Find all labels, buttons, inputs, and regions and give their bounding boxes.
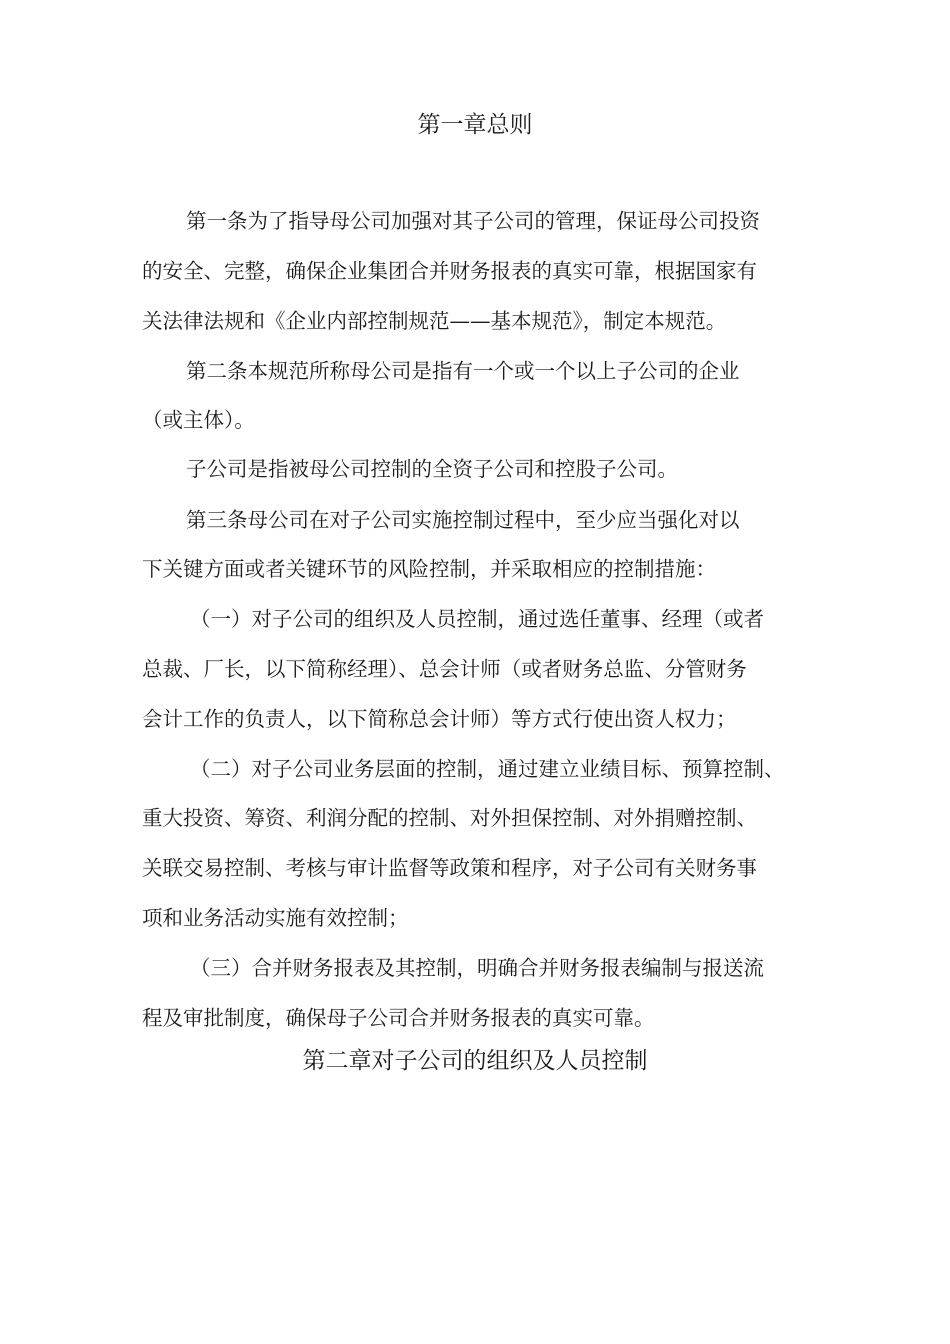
article-3-line-1: 第三条母公司在对子公司实施控制过程中，至少应当强化对以 [186, 508, 740, 532]
article-3-item-1-line-3: 会计工作的负责人，以下简称总会计师）等方式行使出资人权力； [142, 707, 737, 731]
article-3-item-1-line-2: 总裁、厂长，以下简称经理）、总会计师（或者财务总监、分管财务 [142, 657, 747, 681]
article-3-item-3-line-2: 程及审批制度，确保母子公司合并财务报表的真实可靠。 [142, 1006, 655, 1030]
chapter-1-title: 第一章总则 [417, 112, 533, 138]
article-1-line-2: 的安全、完整，确保企业集团合并财务报表的真实可靠，根据国家有 [142, 259, 757, 283]
article-3-item-1-line-1: （一）对子公司的组织及人员控制，通过选任董事、经理（或者 [190, 607, 764, 631]
article-2-subsidiary-definition: 子公司是指被母公司控制的全资子公司和控股子公司。 [186, 457, 678, 481]
article-1-line-1: 第一条为了指导母公司加强对其子公司的管理，保证母公司投资 [186, 209, 760, 233]
article-3-item-2-line-1: （二）对子公司业务层面的控制，通过建立业绩目标、预算控制、 [190, 757, 785, 781]
article-1-line-3: 关法律法规和《企业内部控制规范——基本规范》，制定本规范。 [142, 309, 727, 333]
article-3-line-2: 下关键方面或者关键环节的风险控制，并采取相应的控制措施： [142, 557, 716, 581]
chapter-2-title: 第二章对子公司的组织及人员控制 [302, 1048, 648, 1074]
article-3-item-2-line-2: 重大投资、筹资、利润分配的控制、对外担保控制、对外捐赠控制、 [142, 806, 757, 830]
article-3-item-2-line-3: 关联交易控制、考核与审计监督等政策和程序，对子公司有关财务事 [142, 856, 757, 880]
article-3-item-3-line-1: （三）合并财务报表及其控制，明确合并财务报表编制与报送流 [190, 956, 764, 980]
article-2-line-2: （或主体）。 [142, 408, 255, 432]
article-3-item-2-line-4: 项和业务活动实施有效控制； [142, 906, 409, 930]
article-2-line-1: 第二条本规范所称母公司是指有一个或一个以上子公司的企业 [186, 359, 740, 383]
